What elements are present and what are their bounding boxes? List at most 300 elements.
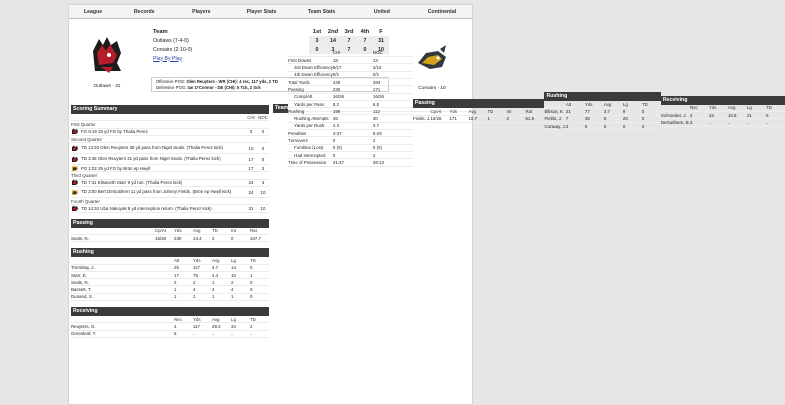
box-score-cell: 3 bbox=[309, 36, 325, 45]
nav-item-league[interactable]: League bbox=[83, 9, 103, 15]
quarter-label: Fourth Quarter bbox=[71, 198, 100, 204]
top-nav bbox=[69, 5, 472, 19]
defensive-pog-label: Defensive POG: bbox=[156, 84, 187, 90]
outlaws-logo-icon bbox=[71, 179, 79, 186]
player-name[interactable]: Seals, N. bbox=[71, 279, 89, 285]
team-stat-label: Penalties bbox=[288, 130, 307, 136]
team-stat-chi: 230 bbox=[332, 86, 341, 92]
passing_l-col-label: Int bbox=[231, 228, 236, 234]
scoring-play bbox=[71, 165, 269, 172]
team-stat-row bbox=[288, 86, 413, 93]
passing_r-col-label: Int bbox=[506, 109, 512, 114]
scoring-play bbox=[71, 154, 269, 165]
stat-value: 0 bbox=[622, 123, 626, 129]
team-stat-label: Rushing Attempts bbox=[294, 116, 329, 122]
stat-value: 1 bbox=[250, 272, 253, 278]
player-name[interactable]: Tremblay, J. bbox=[71, 265, 95, 271]
defensive-pog-value: Ian O'Connor - DE (CHI): 5 Tck, 2 Sck bbox=[187, 84, 261, 90]
team-stat-label: Had Intercepted bbox=[294, 152, 326, 158]
rushing_l-row bbox=[71, 286, 269, 293]
team-stat-chi: 9/17 bbox=[332, 65, 342, 71]
stat-value: 4.4 bbox=[212, 272, 219, 278]
team-stat-noc: 2 bbox=[372, 152, 376, 158]
passing_l-row bbox=[71, 235, 269, 242]
home-team-caption: Corsairs - 10 bbox=[418, 86, 446, 91]
receiving_l-col-label: Avg bbox=[212, 316, 220, 322]
stat-value: .. bbox=[727, 119, 731, 125]
receiving_r-col-label: Yds bbox=[708, 105, 717, 111]
rushing_l-col-label: Yds bbox=[193, 257, 201, 263]
passing_r-col-label: TD bbox=[487, 109, 494, 114]
team-stat-noc: 0 (0) bbox=[372, 145, 382, 151]
rushing_r-row bbox=[544, 108, 660, 115]
nav-item-records[interactable]: Records bbox=[133, 9, 155, 15]
team-stat-chi: CHI bbox=[332, 50, 341, 56]
box-score-cell: 0 bbox=[309, 45, 325, 54]
team-stat-noc: 13 bbox=[372, 57, 378, 63]
receiving_r-col-label: Lg bbox=[746, 105, 752, 111]
box-header-q4: 4th bbox=[360, 28, 370, 35]
team-stat-row bbox=[288, 137, 413, 144]
stat-value: 0 bbox=[250, 265, 253, 271]
team-stat-chi: 4-37 bbox=[332, 130, 342, 136]
outlaws-logo-icon bbox=[71, 205, 79, 212]
stat-value: 4 bbox=[231, 287, 234, 293]
player-name[interactable]: Schroeder, J. bbox=[660, 112, 687, 118]
passing_r-col-label: Cp/At bbox=[430, 109, 442, 114]
box-score-cell: 3 bbox=[325, 45, 341, 54]
quarter-label-row bbox=[71, 198, 269, 205]
receiving_r-col-header bbox=[661, 105, 785, 112]
stat-value: 0 bbox=[250, 287, 253, 293]
team-stat-row bbox=[288, 64, 413, 71]
stat-value: 0 bbox=[603, 123, 607, 129]
box-score-cell: 0 bbox=[357, 45, 373, 54]
corsairs-logo bbox=[412, 33, 452, 83]
stat-value: 0 bbox=[765, 112, 769, 118]
box-team-name: Outlaws (7-4-0) bbox=[153, 37, 189, 44]
team-stat-label: Time of Possession bbox=[288, 159, 327, 165]
stat-value: 1 bbox=[231, 294, 234, 300]
stat-value: 0 bbox=[250, 294, 253, 300]
rushing_l-row bbox=[71, 265, 269, 272]
stat-value: 75 bbox=[193, 272, 198, 278]
rushing_r-row bbox=[544, 116, 660, 123]
passing_l-col-label: Avg bbox=[193, 228, 201, 234]
team-stat-noc: 2/12 bbox=[372, 65, 382, 71]
stat-value: 1 bbox=[193, 294, 196, 300]
player-name[interactable]: Reuyters, O. bbox=[71, 323, 96, 329]
score-chi: 31 bbox=[248, 206, 254, 212]
scoring-play-text: FG 1:02 29 yd FG by Brön ep Hwyll bbox=[81, 165, 151, 171]
stat-value: 4 bbox=[174, 323, 177, 329]
box-score-final: 10 bbox=[373, 45, 389, 54]
team-stat-noc: NOC bbox=[372, 50, 383, 56]
quarter-label-row bbox=[71, 172, 269, 179]
passing_r-col-label: Rat bbox=[525, 109, 533, 114]
stat-value: 0 bbox=[584, 123, 588, 129]
score-noc: 3 bbox=[261, 180, 265, 186]
team-stat-label: First Downs bbox=[288, 57, 312, 63]
passing_r-header: Passing bbox=[413, 99, 545, 108]
box-row-away bbox=[151, 36, 389, 45]
team-stat-chi: 8.2 bbox=[332, 101, 340, 107]
receiving_l-col-label: TD bbox=[250, 316, 256, 322]
player-name[interactable]: Greenleaf, T. bbox=[71, 331, 97, 337]
stat-value: 2 bbox=[174, 279, 177, 285]
team-stat-noc: 0/1 bbox=[372, 72, 380, 78]
outlaws-logo-icon bbox=[71, 156, 79, 163]
scoring-play bbox=[71, 205, 269, 212]
team-stat-row bbox=[288, 152, 413, 159]
stat-value: .. bbox=[708, 119, 712, 125]
stat-value: .. bbox=[212, 331, 215, 337]
team-stat-noc: 5-29 bbox=[372, 130, 382, 136]
team-stat-chi: 199 bbox=[332, 108, 341, 114]
scoring-play-text: FG 6:19 33 yd FG by Thalia Perez bbox=[81, 129, 148, 135]
player-name[interactable]: Dunand, S. bbox=[71, 294, 93, 300]
passing_l-col-label: Yds bbox=[174, 228, 182, 234]
team-stat-chi: 18 bbox=[332, 57, 338, 63]
receiving_r-col-label: Avg bbox=[727, 105, 736, 111]
corsairs-logo-icon bbox=[71, 165, 79, 172]
team-stat-noc: 171 bbox=[372, 86, 381, 92]
player-name[interactable]: Seals, N. bbox=[71, 235, 89, 241]
quarter-label-row bbox=[71, 136, 269, 143]
home-team[interactable] bbox=[408, 33, 456, 91]
stat-value: 7 bbox=[565, 116, 569, 122]
stat-value: 1 bbox=[212, 279, 215, 285]
team-stat-row bbox=[288, 145, 413, 152]
stat-value: 4 bbox=[193, 287, 196, 293]
score-noc: 3 bbox=[261, 165, 265, 171]
rushing_l-col-label: Lg bbox=[231, 257, 236, 263]
receiving_l-header: Receiving bbox=[71, 307, 269, 316]
rushing_l-col-label: Avg bbox=[212, 257, 220, 263]
scoring-col-header bbox=[71, 114, 269, 121]
stat-value: 20 bbox=[622, 116, 628, 122]
rushing_l-col-label: Att bbox=[174, 257, 180, 263]
passing_r-col-label: Avg bbox=[468, 109, 476, 114]
rushing_l-col-label: TD bbox=[250, 257, 256, 263]
stat-value: 16/26 bbox=[430, 116, 442, 122]
outlaws-logo-icon bbox=[71, 145, 79, 152]
offensive-pog-label: Offensive POG: bbox=[156, 79, 186, 84]
corsairs-logo-icon bbox=[71, 189, 79, 196]
rushing_r-col-label: Att bbox=[565, 101, 572, 107]
receiving_l-col-header bbox=[71, 316, 269, 323]
rushing_l-row bbox=[71, 279, 269, 286]
scoring-summary-header: Scoring Summary bbox=[71, 105, 269, 114]
player-name[interactable]: Bassett, T. bbox=[71, 287, 92, 293]
rushing_r-col-label: TD bbox=[641, 101, 648, 107]
quarter-label: First Quarter bbox=[71, 121, 96, 127]
nav-item-player-stats[interactable]: Player Stats bbox=[246, 9, 277, 15]
nav-item-team-stats[interactable]: Team Stats bbox=[308, 9, 336, 15]
team-stat-chi: 429 bbox=[332, 79, 341, 85]
nav-item-united[interactable]: United bbox=[373, 9, 390, 15]
scoring-col-a-label: CHI bbox=[247, 114, 255, 120]
away-team-caption: Outlaws - 31 bbox=[93, 84, 121, 89]
stat-value: 14 bbox=[231, 265, 236, 271]
team-stat-noc: 3.7 bbox=[372, 123, 380, 129]
stat-value: 2 bbox=[193, 279, 196, 285]
team-stat-label: Yards per Rush bbox=[294, 123, 325, 129]
score-noc: 0 bbox=[261, 129, 265, 135]
team-stat-label: Fumbles (Lost) bbox=[294, 145, 324, 151]
stat-value: 0 bbox=[641, 109, 645, 114]
team-stats bbox=[288, 50, 413, 167]
stat-value: 0 bbox=[641, 116, 645, 122]
receiving_l-row bbox=[71, 331, 269, 338]
box-score-cell: 7 bbox=[341, 36, 357, 45]
rushing_r-header: Rushing bbox=[544, 92, 660, 101]
score-chi: 10 bbox=[248, 145, 254, 151]
rushing_r-col-header bbox=[544, 101, 660, 108]
rushing_r-col-label: Lg bbox=[622, 101, 628, 107]
score-chi: 3 bbox=[249, 129, 253, 135]
player-name[interactable]: Fields, J. bbox=[412, 116, 431, 122]
stat-value: 4.7 bbox=[212, 265, 219, 271]
rushing-left bbox=[71, 248, 269, 301]
team-stat-noc: 30 bbox=[372, 116, 378, 122]
stat-value: 35 bbox=[584, 116, 590, 122]
stat-value: 29.2 bbox=[212, 323, 221, 329]
receiving_l-col-label: Rec bbox=[174, 316, 182, 322]
box-header-q2: 2nd bbox=[327, 28, 339, 35]
stat-value: 5 bbox=[174, 331, 177, 337]
receiving_r-row bbox=[661, 119, 785, 126]
team-stat-noc: 6.6 bbox=[372, 101, 380, 107]
passing_r-col-label: Yds bbox=[449, 109, 458, 114]
play-by-play-link[interactable]: Play By Play bbox=[153, 55, 183, 62]
scoring-play-text: TD 13:33 Olen Reuyters 35 yd pass from Nigel Seals. (Thalia Perez kick) bbox=[81, 144, 224, 150]
stat-value: 9 bbox=[622, 109, 626, 114]
scoring-play bbox=[71, 129, 269, 136]
team-stat-row bbox=[288, 108, 413, 115]
rushing_l-row bbox=[71, 294, 269, 301]
receiving_r-header: Receiving bbox=[661, 96, 785, 105]
stat-value: 34 bbox=[231, 323, 236, 329]
receiving_r-col-label: TD bbox=[765, 105, 772, 111]
quarter-label: Third Quarter bbox=[71, 173, 98, 179]
stat-value: 21 bbox=[565, 109, 571, 114]
left-column bbox=[71, 105, 269, 338]
outlaws-logo-icon bbox=[71, 128, 79, 135]
team-stat-chi: 4.3 bbox=[332, 123, 340, 129]
team-stat-row bbox=[288, 50, 413, 57]
rushing_l-row bbox=[71, 272, 269, 279]
stat-value: 1 bbox=[487, 116, 490, 122]
passing_l-col-header bbox=[71, 228, 269, 235]
rushing_r-row bbox=[544, 123, 660, 130]
rushing_r-col-label: Avg bbox=[603, 101, 612, 107]
stat-value: 4 bbox=[212, 287, 215, 293]
team-stat-label: 4th Down Efficiency bbox=[294, 72, 333, 78]
rushing_l-header: Rushing bbox=[71, 248, 269, 257]
page bbox=[68, 4, 772, 405]
score-noc: 0 bbox=[261, 156, 265, 162]
stat-value: 0 bbox=[250, 279, 253, 285]
stat-value: .. bbox=[250, 331, 253, 337]
stat-value: .. bbox=[193, 331, 196, 337]
scoring-play bbox=[71, 180, 269, 187]
team-stat-chi: 31:47 bbox=[332, 159, 344, 165]
team-stat-chi: 0 bbox=[332, 137, 336, 143]
team-stat-row bbox=[288, 130, 413, 137]
receiving-left bbox=[71, 307, 269, 338]
stat-value: 1 bbox=[174, 294, 177, 300]
team-stat-row bbox=[288, 101, 413, 108]
team-stat-noc: 2 bbox=[372, 137, 376, 143]
rushing-right bbox=[544, 92, 660, 130]
team-stat-row bbox=[288, 159, 413, 166]
away-team[interactable] bbox=[83, 31, 131, 89]
team-stat-label: Total Yards bbox=[288, 79, 310, 85]
team-stat-row bbox=[288, 115, 413, 122]
player-name[interactable]: Conway, J. bbox=[544, 123, 566, 129]
rushing_l-col-header bbox=[71, 257, 269, 264]
scoring-play-text: TD 14:32 Uba Nakoyak 9 yd interception return. (Thalia Perez kick) bbox=[81, 206, 212, 212]
stat-value: 21 bbox=[746, 112, 752, 118]
team-stat-label: 3rd Down Efficiency bbox=[294, 65, 333, 71]
score-noc: 10 bbox=[260, 206, 266, 212]
passing-left bbox=[71, 219, 269, 243]
scoring-play-text: TD 3:00 Bert DeGuithern 11 yd pass from Johnny Fields. (Brön ep Hwyll kick) bbox=[81, 188, 232, 194]
stat-value: 17 bbox=[174, 272, 179, 278]
team-stat-chi: 0 bbox=[332, 152, 336, 158]
outlaws-logo bbox=[87, 31, 127, 81]
score-chi: 17 bbox=[248, 165, 254, 171]
stat-value: 117 bbox=[193, 323, 200, 329]
quarter-label-row bbox=[71, 121, 269, 128]
stat-value: 0 bbox=[641, 123, 645, 129]
receiving-right bbox=[661, 96, 785, 127]
stat-value: 2 bbox=[250, 323, 253, 329]
receiving_r-col-label: Rec bbox=[689, 105, 698, 111]
stat-value: 117 bbox=[193, 265, 200, 271]
receiving_l-row bbox=[71, 323, 269, 330]
stat-value: 5 bbox=[603, 116, 607, 122]
stat-value: 16/28 bbox=[155, 235, 166, 241]
team-stat-label: Passing bbox=[288, 86, 304, 92]
scoring-play bbox=[71, 187, 269, 198]
stat-value: .. bbox=[231, 331, 234, 337]
nav-item-players[interactable]: Players bbox=[192, 9, 211, 15]
team-stat-row bbox=[288, 72, 413, 79]
rushing_r-col-label: Yds bbox=[584, 101, 593, 107]
stat-value: 230 bbox=[174, 235, 182, 241]
box-score-cell: 7 bbox=[357, 36, 373, 45]
team-stat-chi: 16/28 bbox=[332, 94, 344, 100]
passing-right bbox=[413, 99, 545, 123]
stat-value: 4 bbox=[689, 112, 693, 118]
score-chi: 24 bbox=[248, 180, 254, 186]
stat-value: 3.7 bbox=[603, 109, 610, 114]
scoring-play bbox=[71, 143, 269, 154]
stat-value: 2 bbox=[231, 279, 234, 285]
box-header-final: F bbox=[379, 28, 383, 35]
player-name[interactable]: DeGuithern, B. bbox=[660, 119, 690, 125]
stat-value: .. bbox=[765, 119, 769, 125]
stat-value: 61.5 bbox=[525, 116, 535, 122]
receiving_l-col-label: Lg bbox=[231, 316, 236, 322]
stat-value: 10 bbox=[231, 272, 236, 278]
quarter-label: Second Quarter bbox=[71, 136, 102, 142]
team-stat-noc: 16/26 bbox=[372, 94, 384, 100]
score-chi: 17 bbox=[248, 156, 254, 162]
team-stat-noc: 28:13 bbox=[372, 159, 384, 165]
stat-value: 10.7 bbox=[468, 116, 478, 122]
scoring-play-text: TD 3:46 Olen Reuyters 31 yd pass from Nigel Seals. (Thalia Perez kick) bbox=[81, 155, 221, 161]
team-stat-noc: 283 bbox=[372, 79, 381, 85]
score-noc: 10 bbox=[260, 189, 266, 195]
score-chi: 24 bbox=[248, 189, 254, 195]
stat-value: 171 bbox=[449, 116, 457, 122]
stat-value: 2 bbox=[565, 123, 569, 129]
passing_l-header: Passing bbox=[71, 219, 269, 228]
team-stats-header: Team Stats bbox=[275, 104, 289, 120]
team-stat-chi: 0/1 bbox=[332, 72, 340, 78]
team-stat-row bbox=[288, 94, 413, 101]
stat-value: 25 bbox=[174, 265, 179, 271]
stat-value: 10.8 bbox=[727, 112, 737, 118]
stat-value: 3 bbox=[689, 119, 693, 125]
passing_r-row bbox=[413, 116, 545, 123]
offensive-pog-value: Olen Reuyters - WR (CHI): 4 rec, 117 yds, 2 TD bbox=[186, 79, 278, 84]
stat-value: 1 bbox=[212, 294, 215, 300]
team-stat-chi: 46 bbox=[332, 116, 338, 122]
stat-value: 43 bbox=[708, 112, 714, 118]
passing_l-col-label: TD bbox=[212, 228, 218, 234]
team-stat-noc: 112 bbox=[372, 108, 380, 114]
stat-value: 2 bbox=[506, 116, 509, 122]
stat-value: 0 bbox=[231, 235, 234, 241]
stat-value: 2 bbox=[212, 235, 215, 241]
stat-value: .. bbox=[746, 119, 750, 125]
box-header-q1: 1st bbox=[312, 28, 322, 35]
scoring-play-text: TD 7:41 Ellsworth Starr 9 yd run. (Thalia Perez kick) bbox=[81, 180, 183, 186]
stat-value: 1 bbox=[174, 287, 177, 293]
stat-value: 14.4 bbox=[193, 235, 202, 241]
team-stat-chi: 0 (0) bbox=[332, 145, 342, 151]
stat-value: 77 bbox=[584, 109, 590, 114]
box-score-cell: 7 bbox=[341, 45, 357, 54]
scoring-col-b-label: NOC bbox=[258, 114, 268, 120]
stat-value: 107.7 bbox=[250, 235, 261, 241]
box-header-team: Team bbox=[153, 28, 168, 35]
passing_l-col-label: Cp/At bbox=[155, 228, 166, 234]
team-stat-row bbox=[288, 123, 413, 130]
nav-item-continental[interactable]: Continental bbox=[427, 9, 457, 15]
passing_l-col-label: Rat bbox=[250, 228, 257, 234]
box-score-final: 31 bbox=[373, 36, 389, 45]
team-stat-label: Rushing bbox=[288, 108, 305, 114]
team-stat-label: Comp/Att bbox=[294, 94, 313, 100]
team-stat-row bbox=[288, 57, 413, 64]
player-name[interactable]: Fields, J. bbox=[544, 116, 563, 122]
team-stat-row bbox=[288, 79, 413, 86]
box-team-name: Corsairs (2-10-0) bbox=[153, 46, 193, 53]
player-name[interactable]: Ellison, K. bbox=[544, 109, 565, 114]
player-name[interactable]: Starr, E. bbox=[71, 272, 87, 278]
box-header-q3: 3rd bbox=[344, 28, 354, 35]
passing_r-col-header bbox=[413, 108, 545, 115]
team-stat-label: Yards per Pass bbox=[294, 101, 324, 107]
receiving_r-row bbox=[661, 112, 785, 119]
box-score-cell: 14 bbox=[325, 36, 341, 45]
score-noc: 0 bbox=[261, 145, 265, 151]
